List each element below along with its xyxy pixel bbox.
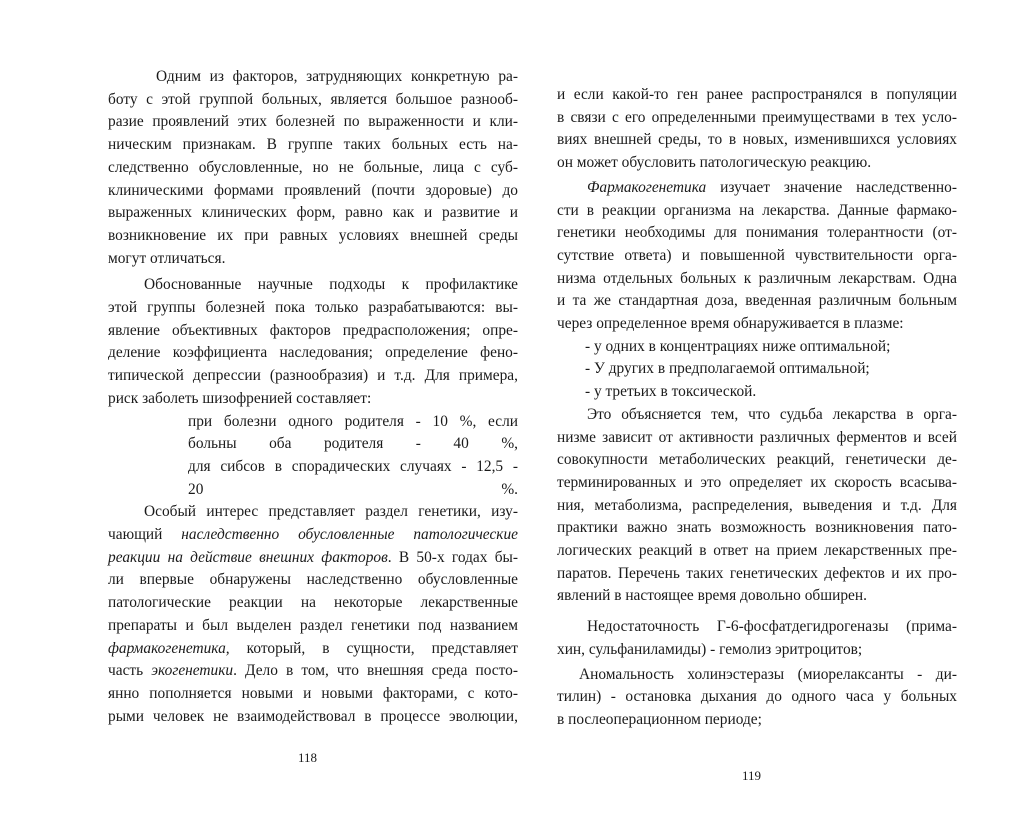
- page-number-right: 119: [742, 768, 762, 783]
- text-line: тилин) - остановка дыхания до одного часа у больных: [557, 688, 957, 706]
- text-span: чающий: [108, 526, 182, 544]
- text-line: [108, 524, 518, 547]
- text-line: препараты и был выделен раздел генетики под названием: [108, 616, 518, 634]
- text-line: [108, 547, 518, 570]
- text-line: в связи с его определенными преимуществами в тех усло-: [557, 108, 957, 126]
- text-line: ли впервые обнаружены наследственно обусловленные: [108, 571, 518, 589]
- text-line: через определенное время обнаруживается в плазме:: [557, 315, 904, 333]
- left-page: [108, 66, 518, 728]
- text-line: логических реакций в ответ на прием лекарственных пре-: [557, 542, 957, 560]
- text-line: и если какой-то ген ранее распространялся в популяции: [557, 86, 957, 103]
- text-line: сутствие ответа) и повышенной чувствительности орга-: [557, 246, 957, 264]
- right-page: [557, 84, 957, 732]
- text-line: этой группы болезней пока только разрабатываются: вы-: [108, 299, 518, 317]
- text-line: генетики необходимы для понимания толерантности (от-: [557, 224, 957, 242]
- paragraph-3: [557, 404, 957, 608]
- text-span: часть: [108, 662, 152, 680]
- text-line: рыми человек не взаимодействовал в процессе эволюции,: [108, 707, 518, 725]
- text-span: . Дело в том, что внешняя среда посто-: [233, 662, 518, 680]
- text-line: клиническими формами проявлений (почти здоровые) до: [108, 181, 518, 199]
- text-line: он может обусловить патологическую реакцию.: [557, 154, 872, 172]
- text-line: возникновение их при равных условиях внешней среды: [108, 226, 518, 244]
- italic-term: реакции на действие внешних факторов: [108, 548, 388, 566]
- paragraph-2: [108, 274, 518, 410]
- text-line: [108, 638, 518, 661]
- text-span: изучает значение наследственно-: [706, 178, 957, 196]
- text-line: хин, сульфаниламиды) - гемолиз эритроцитов;: [557, 640, 863, 658]
- text-line: янно пополняется новыми и новыми факторами, с кото-: [108, 684, 518, 702]
- list-item: при болезни одного родителя - 10 %, если: [188, 412, 518, 430]
- text-line: выраженных клинических форм, равно как и развитие и: [108, 204, 518, 222]
- text-line: низме зависит от активности различных ферментов и всей: [557, 428, 957, 446]
- text-line: в послеоперационном периоде;: [557, 710, 762, 728]
- text-line: совокупности метаболических реакций, генетически де-: [557, 451, 957, 469]
- text-line: терминированных и это определяет их скорость всасыва-: [557, 473, 957, 491]
- paragraph-1: [557, 84, 957, 175]
- text-line: паратов. Перечень таких генетических дефектов и их про-: [557, 564, 957, 582]
- text-line: риск заболеть шизофренией составляет:: [108, 389, 372, 407]
- text-line: Одним из факторов, затрудняющих конкретную ра-: [156, 68, 518, 85]
- paragraph-2: [557, 177, 957, 336]
- text-line: ния, метаболизма, распределения, выведения и т.д. Для: [557, 496, 957, 514]
- text-span: . В 50-х годах бы-: [387, 548, 518, 566]
- italic-term: фармакогенетика,: [108, 639, 230, 657]
- text-line: [557, 177, 957, 200]
- text-line: типической депрессии (разнообразия) и т.д. Для примера,: [108, 367, 518, 385]
- paragraph-4: [557, 616, 957, 661]
- italic-term: Фармакогенетика: [587, 178, 707, 196]
- page-number-left: 118: [298, 750, 318, 765]
- text-line: боту с этой группой больных, является большое разнооб-: [108, 90, 518, 108]
- text-line: [108, 660, 518, 683]
- text-line: ническим признакам. В группе таких больных есть на-: [108, 136, 518, 154]
- text-line: разие проявлений этих болезней по выраженности и кли-: [108, 113, 518, 131]
- text-line: сти в реакции организма на лекарства. Данные фармако-: [557, 201, 957, 219]
- list-item: больны оба родителя - 40 %,: [188, 435, 518, 453]
- text-line: и та же стандартная доза, введенная различным больным: [557, 292, 957, 310]
- concentration-list: [585, 336, 957, 404]
- text-span: который, в сущности, представляет: [229, 639, 518, 657]
- text-line: Это объясняется тем, что судьба лекарства в орга-: [587, 405, 957, 423]
- paragraph-5: [557, 664, 957, 732]
- italic-term: экогенетики: [151, 662, 234, 680]
- text-line: явлений в настоящее время довольно обширен.: [557, 587, 867, 605]
- text-line: низма отдельных больных к различным лекарствам. Одна: [557, 269, 957, 287]
- risk-list: [188, 411, 518, 502]
- text-line: Обоснованные научные подходы к профилактике: [144, 276, 518, 294]
- text-line: явление объективных факторов предрасположения; опре-: [108, 321, 518, 339]
- text-line: Особый интерес представляет раздел генетики, изу-: [144, 503, 518, 521]
- italic-term: наследственно обусловленные патологические: [181, 526, 518, 544]
- text-line: могут отличаться.: [108, 249, 226, 267]
- paragraph-1: [108, 66, 518, 270]
- text-line: патологические реакции на некоторые лекарственные: [108, 594, 518, 612]
- text-line: практики важно знать возможность возникновения пато-: [557, 519, 957, 537]
- list-item: - У других в предполагаемой оптимальной;: [585, 360, 870, 378]
- list-item: для сибсов в спорадических случаях - 12,5 -: [188, 457, 518, 475]
- text-line: Недостаточность Г-6-фосфатдегидрогеназы (прима-: [587, 618, 957, 636]
- text-line: Аномальность холинэстеразы (миорелаксанты - ди-: [579, 665, 957, 683]
- text-line: следственно обусловленные, но не больные, лица с суб-: [108, 158, 518, 176]
- text-line: деление коэффициента наследования; определение фено-: [108, 344, 518, 362]
- list-item: 20 %.: [188, 480, 518, 498]
- paragraph-3: [108, 501, 518, 728]
- list-item: - у одних в концентрациях ниже оптимальной;: [585, 337, 891, 355]
- text-line: виях внешней среды, то в новых, изменившихся условиях: [557, 131, 957, 149]
- list-item: - у третьих в токсической.: [585, 383, 757, 401]
